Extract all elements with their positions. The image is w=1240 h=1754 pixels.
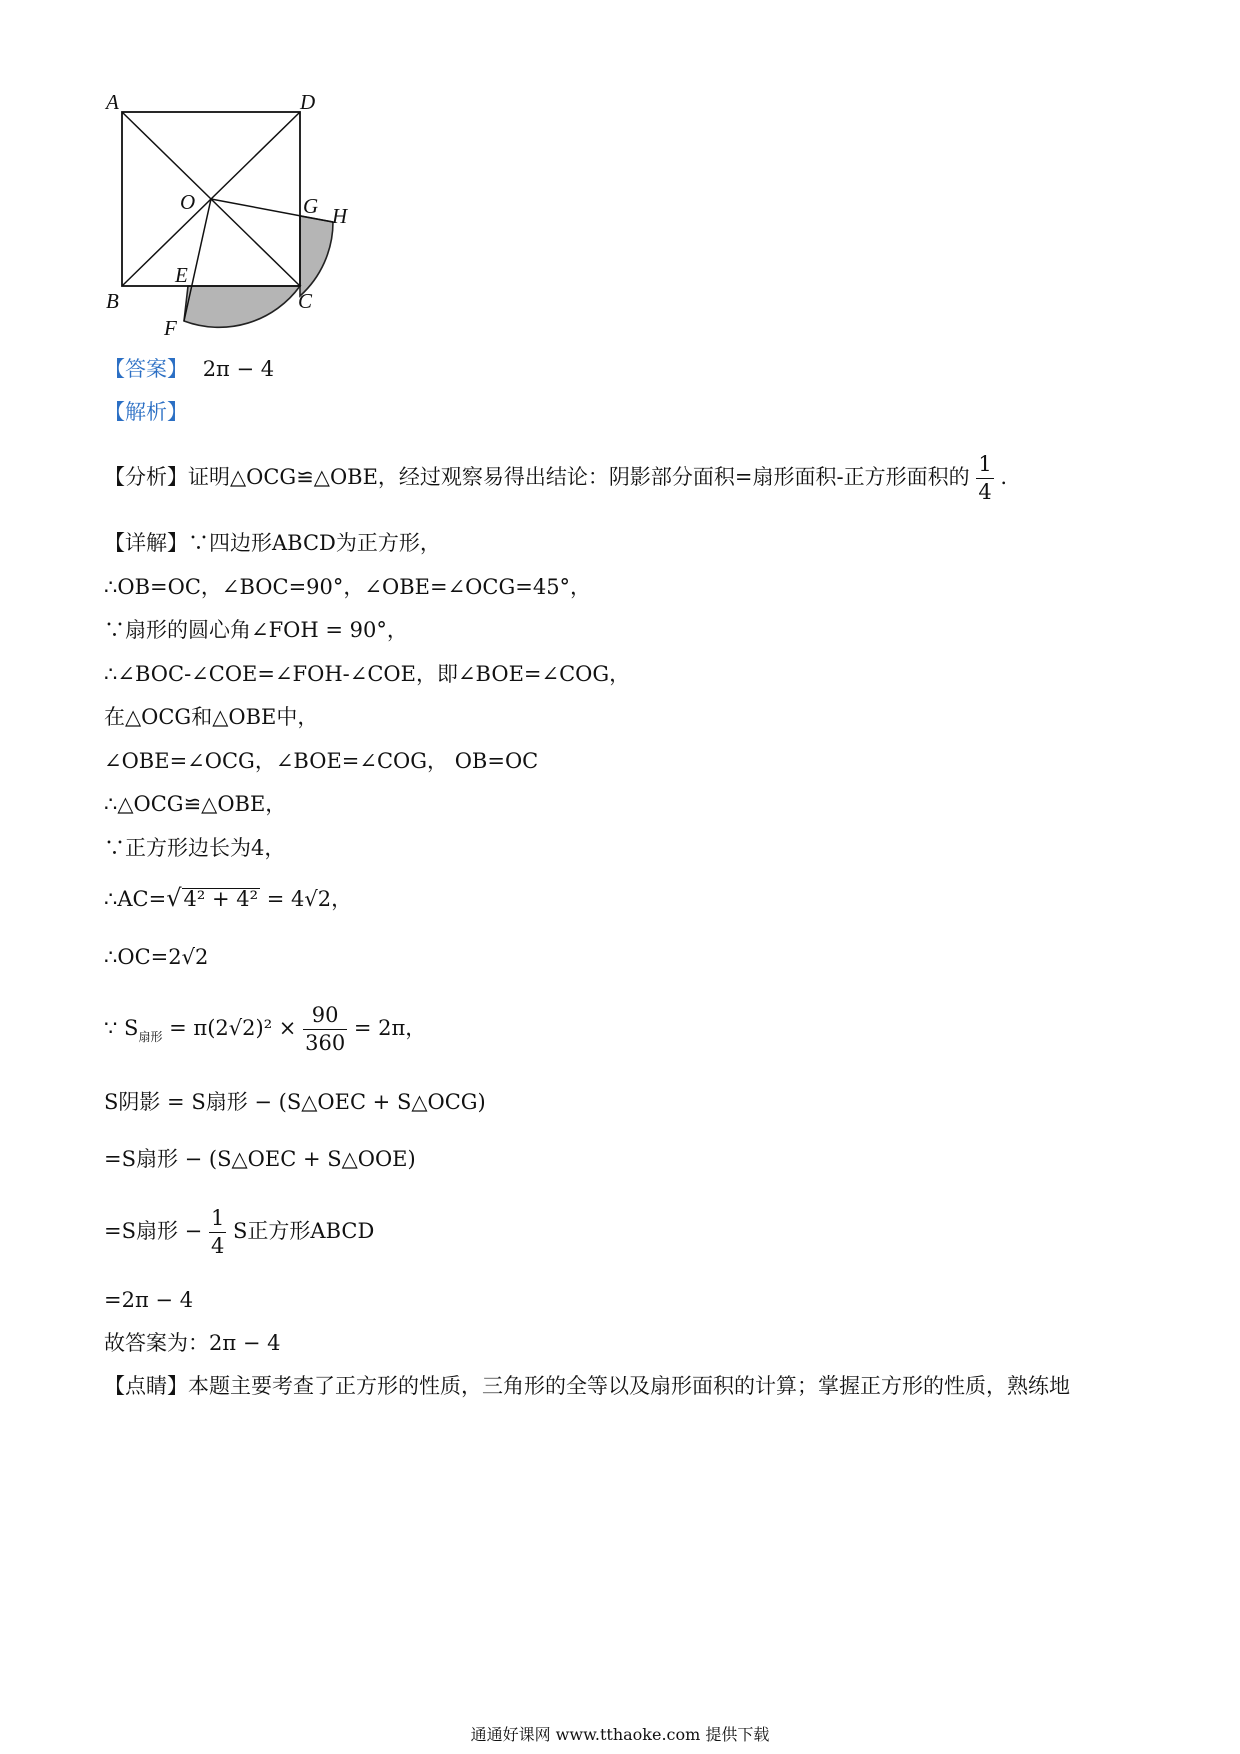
fenxi-fraction xyxy=(976,454,993,503)
step-5: 在△OCG和△OBE中， xyxy=(104,705,319,729)
geometry-figure xyxy=(100,85,390,355)
step-11-left: ∵ S xyxy=(104,1016,139,1040)
label-e: E xyxy=(175,263,188,287)
fenxi-frac-num: 1 xyxy=(976,454,993,479)
step-9-left: ∴AC= xyxy=(104,887,167,911)
step-11-num: 90 xyxy=(303,1005,347,1030)
dianjing-text: 本题主要考查了正方形的性质，三角形的全等以及扇形面积的计算；掌握正方形的性质，熟练地 xyxy=(188,1374,1070,1398)
answer-tag: 【答案】 xyxy=(104,357,188,381)
step-15: =2π − 4 xyxy=(104,1288,194,1312)
step-16: 故答案为：2π − 4 xyxy=(104,1331,281,1355)
dianjing-tag: 【点睛】 xyxy=(104,1374,188,1398)
step-13: =S扇形 − (S△OEC + S△OOE) xyxy=(104,1147,416,1171)
label-a: A xyxy=(106,90,119,114)
step-14-right: S正方形ABCD xyxy=(233,1219,375,1243)
fenxi-text: 证明△OCG≌△OBE，经过观察易得出结论：阴影部分面积=扇形面积-正方形面积的 xyxy=(188,465,970,489)
shaded-region-right xyxy=(300,216,333,296)
fenxi-line xyxy=(104,454,1007,503)
step-2: ∴OB=OC，∠BOC=90°，∠OBE=∠OCG=45°， xyxy=(104,575,592,599)
label-c: C xyxy=(298,289,313,313)
step-9-radicand: 4² + 4² xyxy=(183,887,259,911)
label-b: B xyxy=(106,289,119,313)
label-o: O xyxy=(180,190,196,214)
step-10: ∴OC=2√2 xyxy=(104,945,209,969)
step-14-den: 4 xyxy=(210,1234,225,1258)
step-11 xyxy=(104,1005,426,1054)
step-14-left: =S扇形 − xyxy=(104,1219,203,1243)
label-f: F xyxy=(164,316,177,340)
label-d: D xyxy=(300,90,316,114)
xiangjie-tag: 【详解】 xyxy=(104,531,188,555)
fenxi-frac-den: 4 xyxy=(978,480,992,504)
analysis-tag: 【解析】 xyxy=(104,400,188,424)
step-14 xyxy=(104,1208,374,1257)
page-footer: 通通好课网 www.tthaoke.com 提供下载 xyxy=(470,1725,770,1744)
answer-value: 2π − 4 xyxy=(202,357,275,381)
shaded-region-bottom xyxy=(184,286,300,327)
fenxi-tag: 【分析】 xyxy=(104,465,188,489)
step-3: ∵扇形的圆心角∠FOH = 90°， xyxy=(104,618,408,642)
step-11-sub: 扇形 xyxy=(138,1030,163,1044)
step-6: ∠OBE=∠OCG，∠BOE=∠COG， OB=OC xyxy=(104,749,539,773)
step-1-text: ∵四边形ABCD为正方形， xyxy=(188,531,441,555)
step-7: ∴△OCG≌△OBE， xyxy=(104,792,287,816)
label-g: G xyxy=(303,194,319,218)
step-11-right: = 2π， xyxy=(353,1016,427,1040)
step-8: ∵正方形边长为4， xyxy=(104,836,286,860)
step-9-right: = 4√2， xyxy=(266,887,353,911)
step-9 xyxy=(104,886,352,910)
fenxi-end: . xyxy=(1000,465,1008,489)
step-11-fraction xyxy=(303,1005,347,1054)
step-11-mid: = π(2√2)² × xyxy=(169,1016,297,1040)
step-11-den: 360 xyxy=(305,1031,346,1055)
step-4: ∴∠BOC-∠COE=∠FOH-∠COE，即∠BOE=∠COG， xyxy=(104,662,631,686)
label-h: H xyxy=(332,204,348,228)
step-14-fraction xyxy=(209,1208,226,1257)
step-14-num: 1 xyxy=(209,1208,226,1233)
radical-sign: √ xyxy=(166,884,182,912)
step-12: S阴影 = S扇形 − (S△OEC + S△OCG) xyxy=(104,1090,486,1114)
step-1 xyxy=(104,533,441,554)
answer-line xyxy=(104,359,274,380)
dianjing-line xyxy=(104,1376,1070,1397)
